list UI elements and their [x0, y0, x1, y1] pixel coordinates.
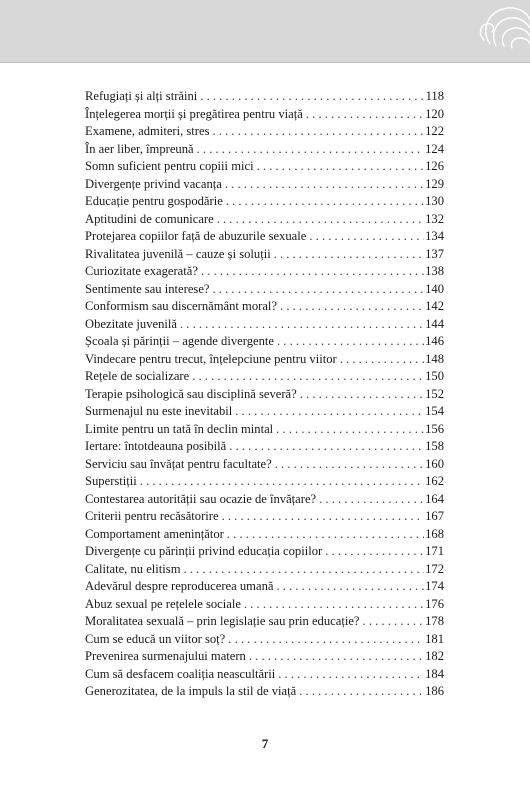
dot-leader — [213, 281, 425, 299]
dot-leader — [140, 473, 424, 491]
dot-leader — [278, 666, 424, 684]
toc-entry-title: Generozitatea, de la impuls la stil de viață — [85, 684, 297, 698]
toc-entry[interactable] — [85, 333, 444, 351]
dot-leader — [213, 123, 425, 141]
toc-entry-page: 148 — [425, 351, 444, 366]
toc-entry-page: 184 — [425, 666, 444, 681]
toc-entry[interactable] — [85, 526, 444, 544]
dot-leader — [228, 631, 424, 649]
toc-entry-title: Școala și părinții – agende divergente — [85, 334, 274, 348]
toc-entry-page: 126 — [425, 159, 444, 173]
dot-leader — [226, 193, 424, 211]
toc-entry-title: Sentimente sau interese? — [85, 281, 210, 296]
dot-leader — [274, 246, 424, 264]
dot-leader — [306, 106, 424, 124]
dot-leader — [300, 386, 424, 404]
toc-entry-title: Curiozitate exagerată? — [85, 264, 198, 278]
toc-entry[interactable] — [85, 596, 444, 614]
toc-entry[interactable] — [85, 106, 444, 124]
toc-entry[interactable] — [85, 211, 444, 229]
table-of-contents — [85, 88, 444, 701]
toc-entry-page: 146 — [425, 334, 444, 348]
toc-entry-page: 160 — [425, 456, 444, 471]
toc-entry-title: Divergențe cu părinții privind educația copiilor — [85, 544, 323, 558]
toc-entry-page: 186 — [425, 684, 444, 698]
dot-leader — [280, 298, 424, 316]
toc-entry-page: 156 — [425, 421, 444, 436]
toc-entry-title: Somn suficient pentru copiii mici — [85, 159, 254, 173]
toc-entry-title: Calitate, nu elitism — [85, 561, 181, 576]
toc-entry[interactable] — [85, 158, 444, 176]
toc-entry-page: 129 — [425, 176, 444, 191]
toc-entry-title: Serviciu sau învățat pentru facultate? — [85, 456, 272, 471]
toc-entry[interactable] — [85, 316, 444, 334]
toc-entry[interactable] — [85, 386, 444, 404]
toc-entry-page: 164 — [425, 491, 444, 506]
toc-entry[interactable] — [85, 246, 444, 264]
toc-entry[interactable] — [85, 421, 444, 439]
toc-entry-title: Conformism sau discernământ moral? — [85, 299, 278, 313]
toc-entry[interactable] — [85, 648, 444, 666]
toc-entry-title: Protejarea copiilor față de abuzurile sexuale — [85, 229, 307, 243]
dot-leader — [235, 403, 424, 421]
toc-entry[interactable] — [85, 508, 444, 526]
dot-leader — [217, 211, 424, 229]
toc-entry-title: Înțelegerea morții și pregătirea pentru viață — [85, 106, 303, 121]
toc-entry[interactable] — [85, 491, 444, 509]
dot-leader — [299, 683, 424, 701]
toc-entry[interactable] — [85, 438, 444, 456]
toc-entry[interactable] — [85, 473, 444, 491]
toc-entry-page: 124 — [425, 141, 444, 156]
dot-leader — [325, 543, 424, 561]
toc-entry-title: Abuz sexual pe rețelele sociale — [85, 596, 241, 611]
dot-leader — [180, 316, 424, 334]
toc-entry-page: 172 — [425, 561, 444, 576]
toc-entry[interactable] — [85, 281, 444, 299]
dot-leader — [229, 438, 424, 456]
toc-entry-title: Divergențe privind vacanța — [85, 176, 222, 191]
dot-leader — [276, 578, 424, 596]
toc-entry[interactable] — [85, 298, 444, 316]
toc-entry[interactable] — [85, 403, 444, 421]
toc-entry[interactable] — [85, 613, 444, 631]
toc-entry-title: Moralitatea sexuală – prin legislație sau prin educație? — [85, 614, 360, 628]
toc-entry-page: 152 — [425, 386, 444, 401]
toc-entry-title: Iertare: întotdeauna posibilă — [85, 439, 227, 453]
dot-leader — [222, 508, 425, 526]
toc-entry-title: Rivalitatea juvenilă – cauze și soluții — [85, 246, 271, 261]
toc-entry-page: 132 — [425, 211, 444, 226]
toc-entry-title: Cum se educă un viitor soț? — [85, 631, 226, 646]
toc-entry-page: 134 — [425, 229, 444, 243]
toc-entry-title: Surmenajul nu este inevitabil — [85, 404, 233, 418]
toc-entry-page: 144 — [425, 316, 444, 331]
dot-leader — [257, 158, 425, 176]
toc-entry-title: Rețele de socializare — [85, 369, 190, 383]
dot-leader — [319, 491, 424, 509]
toc-entry-page: 167 — [425, 509, 444, 523]
dot-leader — [225, 176, 424, 194]
toc-entry-title: Examene, admiteri, stres — [85, 124, 210, 138]
toc-entry[interactable] — [85, 263, 444, 281]
toc-entry-title: Contestarea autorității sau ocazie de învățare? — [85, 491, 317, 506]
swirl-ornament-icon — [420, 0, 530, 62]
dot-leader — [363, 613, 425, 631]
toc-entry-title: Cum să desfacem coaliția neascultării — [85, 666, 276, 681]
toc-entry-page: 138 — [425, 264, 444, 278]
header-band — [0, 0, 530, 63]
page-number: 7 — [261, 736, 269, 751]
toc-entry-page: 122 — [425, 124, 444, 138]
toc-entry[interactable] — [85, 88, 444, 106]
toc-entry-page: 174 — [425, 579, 444, 593]
toc-entry-title: Superstiții — [85, 474, 137, 488]
dot-leader — [201, 263, 424, 281]
toc-entry-page: 181 — [425, 631, 444, 646]
toc-entry-page: 168 — [425, 526, 444, 541]
toc-entry-page: 140 — [425, 281, 444, 296]
toc-entry-title: Limite pentru un tată în declin mintal — [85, 421, 274, 436]
dot-leader — [244, 596, 424, 614]
toc-entry-page: 150 — [425, 369, 444, 383]
toc-entry-page: 137 — [425, 246, 444, 261]
toc-entry-page: 178 — [425, 614, 444, 628]
toc-entry-title: Prevenirea surmenajului matern — [85, 649, 246, 663]
toc-entry[interactable] — [85, 578, 444, 596]
dot-leader — [340, 351, 424, 369]
dot-leader — [309, 228, 424, 246]
dot-leader — [276, 421, 424, 439]
toc-entry[interactable] — [85, 351, 444, 369]
toc-entry[interactable] — [85, 631, 444, 649]
toc-entry[interactable] — [85, 123, 444, 141]
toc-entry[interactable] — [85, 176, 444, 194]
dot-leader — [197, 141, 425, 159]
dot-leader — [277, 333, 424, 351]
toc-entry-page: 154 — [425, 404, 444, 418]
toc-entry-page: 162 — [425, 474, 444, 488]
toc-entry[interactable] — [85, 141, 444, 159]
toc-entry-title: Comportament amenințător — [85, 526, 224, 541]
toc-entry-title: Aptitudini de comunicare — [85, 211, 214, 226]
toc-entry-page: 130 — [425, 194, 444, 208]
toc-entry-page: 171 — [425, 544, 444, 558]
toc-entry-title: În aer liber, împreună — [85, 141, 194, 156]
toc-entry[interactable] — [85, 666, 444, 684]
dot-leader — [184, 561, 425, 579]
dot-leader — [192, 368, 424, 386]
toc-entry-page: 158 — [425, 439, 444, 453]
toc-entry-title: Vindecare pentru trecut, înțelepciune pentru viitor — [85, 351, 337, 366]
toc-entry-title: Refugiați și alți străini — [85, 89, 198, 103]
toc-entry-title: Criterii pentru recăsătorire — [85, 509, 219, 523]
toc-entry[interactable] — [85, 683, 444, 701]
toc-entry[interactable] — [85, 228, 444, 246]
toc-entry-title: Terapie psihologică sau disciplină severă? — [85, 386, 297, 401]
toc-entry-page: 120 — [425, 106, 444, 121]
toc-entry[interactable] — [85, 561, 444, 579]
toc-entry-page: 118 — [425, 89, 444, 103]
toc-entry-title: Obezitate juvenilă — [85, 316, 177, 331]
toc-entry-page: 176 — [425, 596, 444, 611]
toc-entry-title: Adevărul despre reproducerea umană — [85, 579, 274, 593]
dot-leader — [275, 456, 424, 474]
toc-entry[interactable] — [85, 543, 444, 561]
toc-entry-page: 142 — [425, 299, 444, 313]
dot-leader — [227, 526, 424, 544]
toc-entry[interactable] — [85, 368, 444, 386]
dot-leader — [200, 88, 424, 106]
toc-entry-page: 182 — [425, 649, 444, 663]
toc-entry[interactable] — [85, 193, 444, 211]
toc-entry[interactable] — [85, 456, 444, 474]
toc-entry-title: Educație pentru gospodărie — [85, 194, 223, 208]
dot-leader — [249, 648, 424, 666]
